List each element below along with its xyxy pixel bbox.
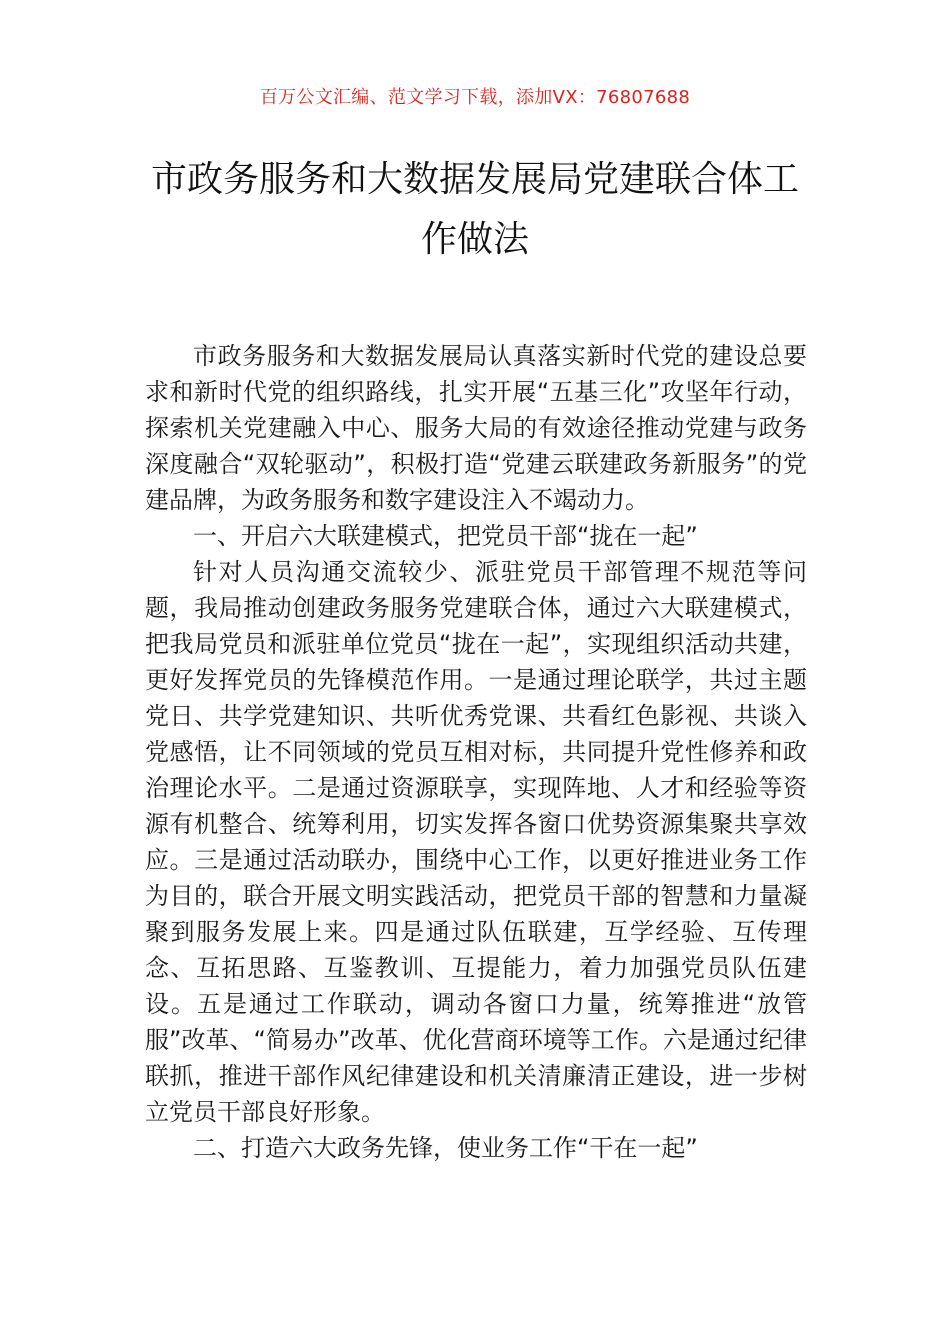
- title-line-1: 市政务服务和大数据发展局党建联合体工: [150, 159, 799, 200]
- section-1-paragraph: 针对人员沟通交流较少、派驻党员干部管理不规范等问题，我局推动创建政务服务党建联合体，通过六大联建模式，把我局党员和派驻单位党员“拢在一起”，实现组织活动共建，更好发挥党员的先锋模范作用。一是通过理论联学，共过主题党日、共学党建知识、共听优秀党课、共看红色影视、共谈入党感悟，让不同领域的党员互相对标，共同提升党性修养和政治理论水平。二是通过资源联享，实现阵地、人才和经验等资源有机整合、统筹利用，切实发挥各窗口优势资源集聚共享效应。三是通过活动联办，围绕中心工作，以更好推进业务工作为目的，联合开展文明实践活动，把党员干部的智慧和力量凝聚到服务发展上来。四是通过队伍联建，互学经验、互传理念、互拓思路、互鉴教训、互提能力，着力加强党员队伍建设。五是通过工作联动，调动各窗口力量，统筹推进“放管服”改革、“简易办”改革、优化营商环境等工作。六是通过纪律联抓，推进干部作风纪律建设和机关清廉清正建设，进一步树立党员干部良好形象。: [145, 558, 807, 1126]
- promo-banner: 百万公文汇编、范文学习下载，添加VX：76807688: [259, 87, 691, 108]
- title-line-2: 作做法: [420, 219, 529, 260]
- document-body: [145, 338, 807, 1166]
- section-heading-2: 二、打造六大政务先锋，使业务工作“干在一起”: [193, 1134, 698, 1162]
- section-heading-1: 一、开启六大联建模式，把党员干部“拢在一起”: [193, 522, 698, 550]
- document-title: [120, 150, 830, 270]
- intro-paragraph: 市政务服务和大数据发展局认真落实新时代党的建设总要求和新时代党的组织路线，扎实开展“五基三化”攻坚年行动，探索机关党建融入中心、服务大局的有效途径推动党建与政务深度融合“双轮驱动”，积极打造“党建云联建政务新服务”的党建品牌，为政务服务和数字建设注入不竭动力。: [145, 342, 807, 514]
